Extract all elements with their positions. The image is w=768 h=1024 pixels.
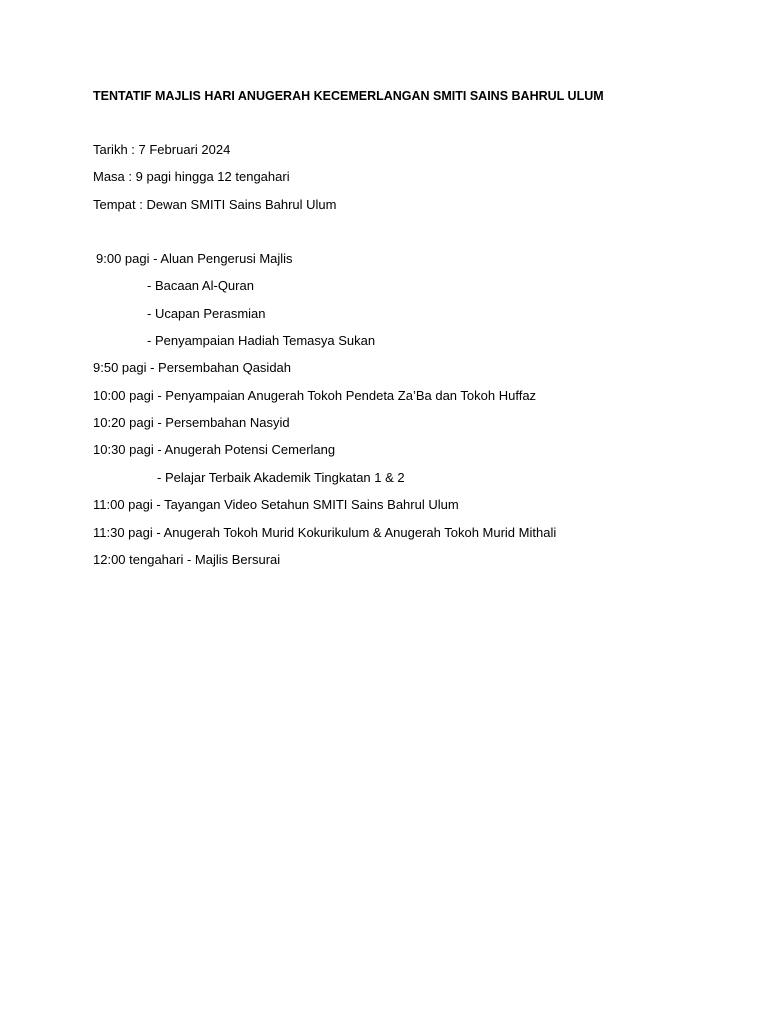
schedule-item: 9:00 pagi - Aluan Pengerusi Majlis xyxy=(96,251,293,266)
schedule-item: 12:00 tengahari - Majlis Bersurai xyxy=(93,552,281,567)
document-title: TENTATIF MAJLIS HARI ANUGERAH KECEMERLANGAN SMITI SAINS BAHRUL ULUM xyxy=(93,89,604,103)
schedule-subitem: - Penyampaian Hadiah Temasya Sukan xyxy=(147,333,376,348)
info-venue: Tempat : Dewan SMITI Sains Bahrul Ulum xyxy=(93,197,337,212)
schedule-item: 10:00 pagi - Penyampaian Anugerah Tokoh Pendeta Za’Ba dan Tokoh Huffaz xyxy=(93,388,537,403)
schedule-item: 11:00 pagi - Tayangan Video Setahun SMITI Sains Bahrul Ulum xyxy=(93,497,459,512)
schedule-subitem: - Ucapan Perasmian xyxy=(147,306,266,321)
schedule-item: 11:30 pagi - Anugerah Tokoh Murid Kokurikulum & Anugerah Tokoh Murid Mithali xyxy=(93,525,557,540)
schedule-subitem: - Pelajar Terbaik Akademik Tingkatan 1 & 2 xyxy=(157,470,405,485)
info-date: Tarikh : 7 Februari 2024 xyxy=(93,142,231,157)
schedule-item: 10:30 pagi - Anugerah Potensi Cemerlang xyxy=(93,442,336,457)
schedule-item: 10:20 pagi - Persembahan Nasyid xyxy=(93,415,290,430)
schedule-subitem: - Bacaan Al-Quran xyxy=(147,278,254,293)
info-time: Masa : 9 pagi hingga 12 tengahari xyxy=(93,169,290,184)
schedule-item: 9:50 pagi - Persembahan Qasidah xyxy=(93,360,292,375)
